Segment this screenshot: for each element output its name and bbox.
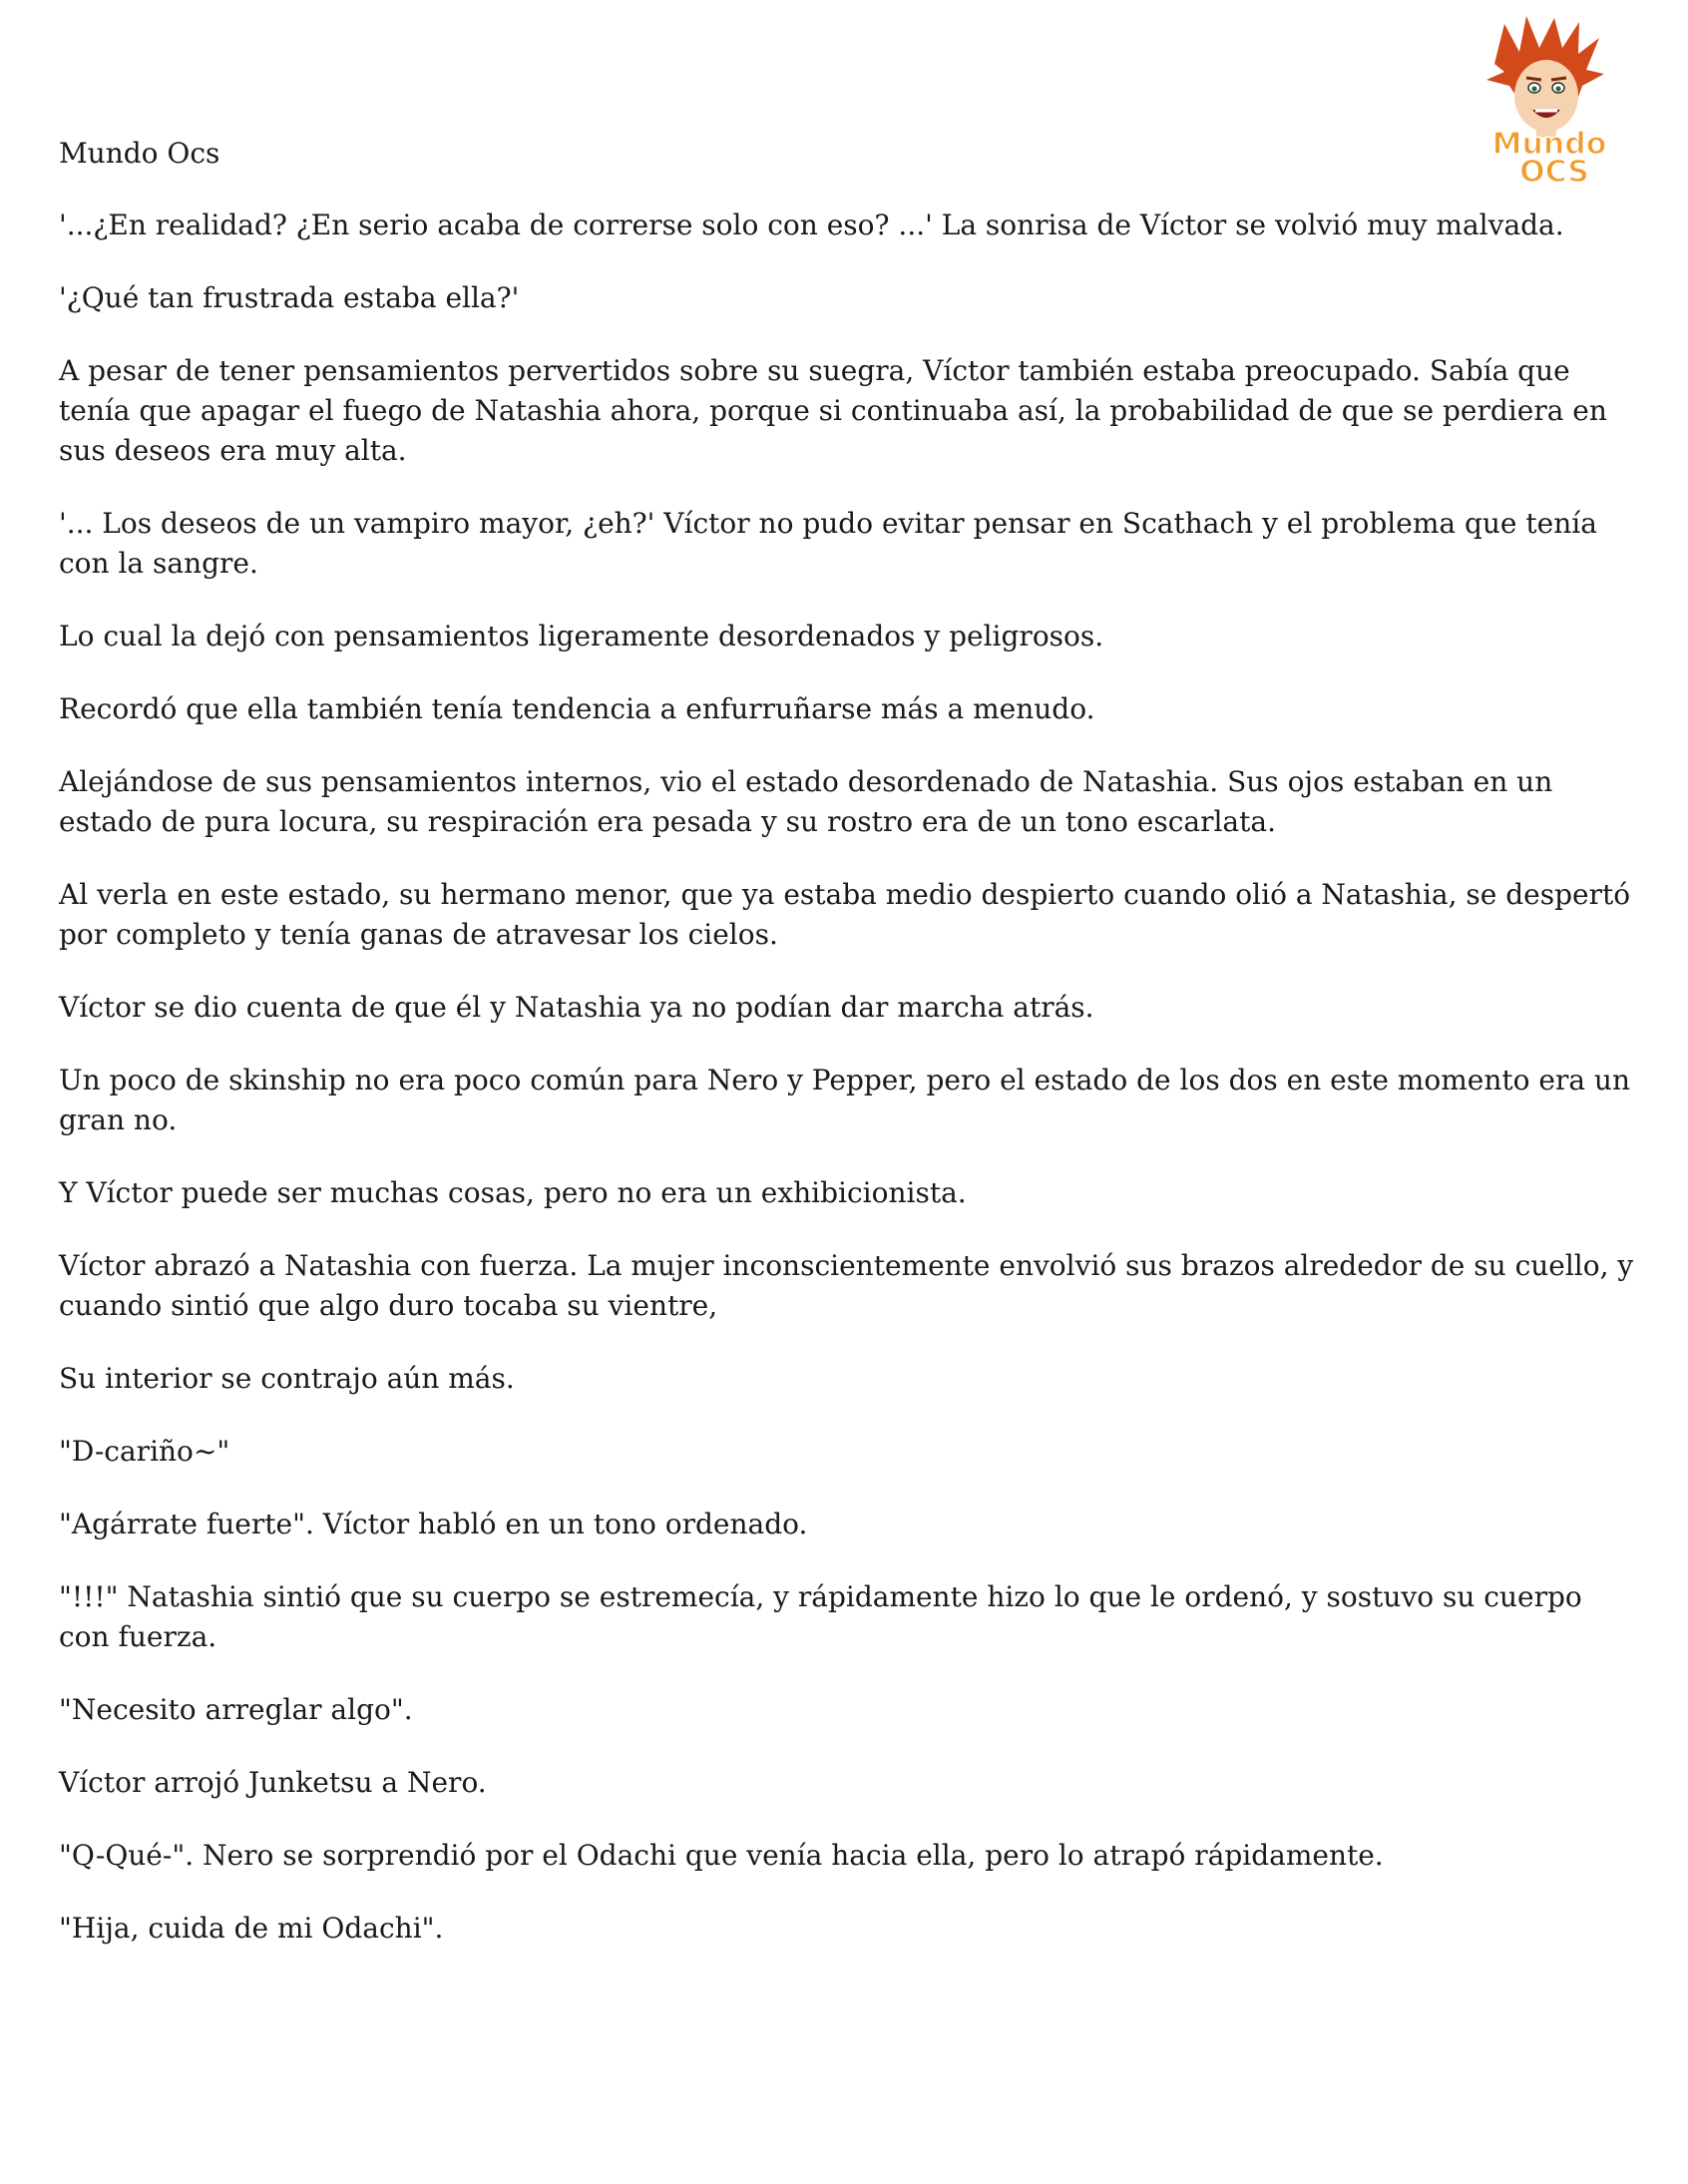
paragraph: Lo cual la dejó con pensamientos ligeramente desordenados y peligrosos.	[59, 620, 1104, 653]
paragraph: Un poco de skinship no era poco común para Nero y Pepper, pero el estado de los dos en este momento era un gran no.	[59, 1064, 1630, 1136]
mundo-ocs-logo	[1465, 14, 1634, 184]
paragraph: A pesar de tener pensamientos pervertidos sobre su suegra, Víctor también estaba preocupado. Sabía que tenía que apagar el fuego de Natashia ahora, porque si continuaba así, la probabilidad de que se perdiera en sus deseos era muy alta.	[59, 354, 1607, 467]
paragraph: Víctor se dio cuenta de que él y Natashia ya no podían dar marcha atrás.	[59, 991, 1094, 1024]
paragraph: "Necesito arreglar algo".	[59, 1693, 413, 1726]
paragraph: Víctor abrazó a Natashia con fuerza. La mujer inconscientemente envolvió sus brazos alrededor de su cuello, y cuando sintió que algo duro tocaba su vientre,	[59, 1249, 1634, 1322]
paragraph: "!!!" Natashia sintió que su cuerpo se estremecía, y rápidamente hizo lo que le ordenó, y sostuvo su cuerpo con fuerza.	[59, 1580, 1582, 1653]
paragraph: Alejándose de sus pensamientos internos, vio el estado desordenado de Natashia. Sus ojos estaban en un estado de pura locura, su respiración era pesada y su rostro era de un tono escarlata.	[59, 765, 1553, 838]
paragraph: '¿Qué tan frustrada estaba ella?'	[59, 281, 520, 314]
logo-text-ocs: OCS	[1519, 155, 1589, 184]
document-header: Mundo Ocs	[59, 137, 220, 170]
paragraph: "Q-Qué-". Nero se sorprendió por el Odachi que venía hacia ella, pero lo atrapó rápidamente.	[59, 1839, 1384, 1872]
paragraph: "Agárrate fuerte". Víctor habló en un tono ordenado.	[59, 1508, 808, 1540]
paragraph: Recordó que ella también tenía tendencia a enfurruñarse más a menudo.	[59, 692, 1095, 725]
paragraph: Y Víctor puede ser muchas cosas, pero no era un exhibicionista.	[59, 1176, 967, 1209]
paragraph: Su interior se contrajo aún más.	[59, 1362, 515, 1395]
paragraph: '...¿En realidad? ¿En serio acaba de correrse solo con eso? ...' La sonrisa de Víctor se volvió muy malvada.	[59, 209, 1564, 241]
paragraph: "D-cariño~"	[59, 1435, 230, 1468]
paragraph: '... Los deseos de un vampiro mayor, ¿eh?' Víctor no pudo evitar pensar en Scathach y el problema que tenía con la sangre.	[59, 507, 1597, 580]
paragraph: "Hija, cuida de mi Odachi".	[59, 1912, 444, 1945]
logo-text-mundo: Mundo	[1491, 127, 1607, 162]
paragraph: Víctor arrojó Junketsu a Nero.	[59, 1766, 487, 1799]
document-body	[59, 206, 1635, 1981]
paragraph: Al verla en este estado, su hermano menor, que ya estaba medio despierto cuando olió a Natashia, se despertó por completo y tenía ganas de atravesar los cielos.	[59, 878, 1631, 951]
